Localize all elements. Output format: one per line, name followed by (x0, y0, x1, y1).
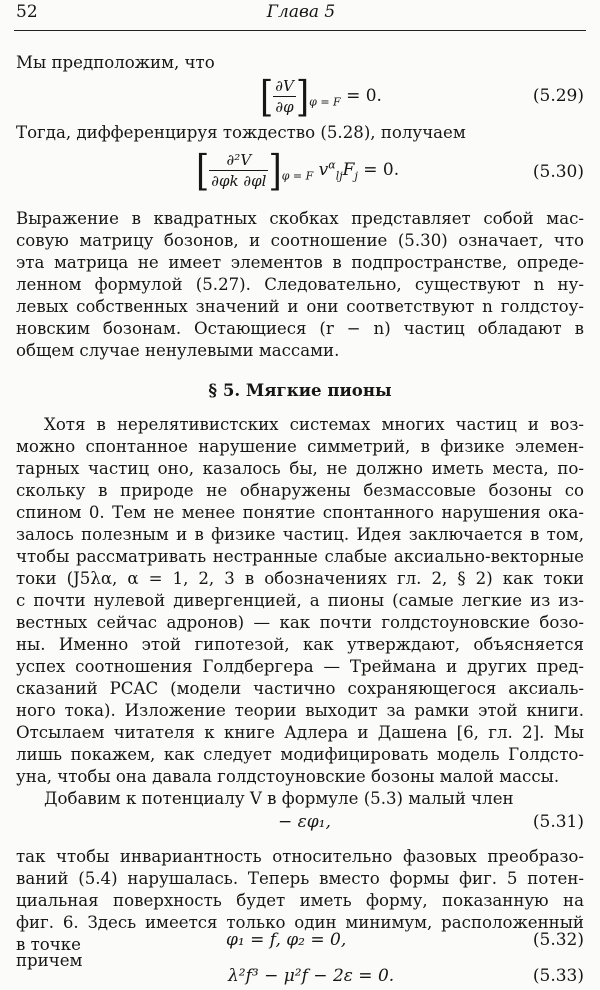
header-rule (14, 30, 586, 31)
v-subscript: lj (335, 169, 343, 183)
equation-number: (5.31) (532, 812, 584, 832)
v-factor: v (318, 160, 329, 180)
text-line: Тогда, дифференцируя тождество (5.28), получаем (16, 123, 466, 142)
text-line: успех соотношения Голдбергера — Треймана и других пред- (16, 657, 584, 676)
equation-number: (5.33) (532, 966, 584, 986)
text-line: совую матрицу бозонов, и соотношение (5.30) означает, что (16, 231, 584, 250)
v-superscript: α (328, 158, 336, 172)
equation-5-31 (16, 812, 584, 838)
left-bracket: [ (196, 145, 210, 196)
text-line: Добавим к потенциалу V в формуле (5.3) малый член (44, 789, 514, 808)
text-line: Хотя в нерелятивистских системах многих частиц и воз- (44, 415, 584, 434)
equation-body: λ²f³ − μ²f − 2ε = 0. (228, 966, 395, 986)
equation-5-29 (16, 71, 584, 122)
section-heading: § 5. Мягкие пионы (208, 380, 392, 400)
page-number: 52 (16, 2, 38, 22)
text-line: залось полезным и в физике частиц. Идея заключается в том, (16, 525, 584, 544)
text-line: лишь покажем, как следует модифицировать модель Голдсто- (16, 745, 584, 764)
equation-body (196, 145, 400, 196)
text-line: фиг. 6. Здесь имеется только один минимум, расположенный (16, 913, 584, 932)
text-line: токи (J5λα, α = 1, 2, 3 в обозначениях гл. 2, § 2) как токи (16, 569, 584, 588)
text-line: спином 0. Тем не менее понятие спонтанного нарушения ока- (16, 503, 584, 522)
text-line: скольку в природе не обнаружены безмассовые бозоны со (16, 481, 584, 500)
fraction-numerator: ∂²V (209, 150, 268, 171)
text-line: эта матрица не имеет элементов в подпространстве, опреде- (16, 253, 584, 272)
text-line: тарных частиц оно, казалось бы, не должно иметь места, по- (16, 459, 584, 478)
text-line: можно спонтанное нарушение симметрий, в физике элемен- (16, 437, 584, 456)
text-line: ного тока). Изложение теории выходит за рамки этой книги. (16, 701, 584, 720)
chapter-title: Глава 5 (266, 2, 336, 22)
text-line: чтобы рассматривать нестранные слабые аксиально-векторные (16, 547, 584, 566)
fraction-denominator: ∂φk ∂φl (211, 172, 267, 190)
equation-5-33 (16, 966, 584, 988)
fraction-numerator: ∂V (275, 77, 294, 95)
equation-body: φ₁ = f, φ₂ = 0, (226, 930, 347, 950)
bracket-subscript: φ = F (309, 95, 341, 109)
equation-body: − εφ₁, (278, 812, 331, 832)
fraction (209, 150, 268, 191)
text-line: уна, чтобы она давала голдстоуновские бозоны малой массы. (16, 767, 560, 786)
fraction-denominator: ∂φ (275, 98, 294, 116)
equation-rhs: = 0. (363, 160, 400, 180)
text-line: сказаний PCAC (модели частично сохраняющегося аксиаль- (16, 679, 584, 698)
text-line: в точке (16, 935, 81, 954)
equation-number: (5.29) (532, 86, 584, 106)
equation-rhs: = 0. (346, 86, 382, 106)
text-line: вестных сейчас адронов) — как почти голдстоуновские бозо- (16, 613, 584, 632)
right-bracket: ] (295, 71, 310, 122)
text-line: общем случае ненулевыми массами. (16, 341, 340, 360)
bracket-subscript: φ = F (281, 169, 314, 183)
text-line: циальная поверхность будет иметь форму, показанную на (16, 891, 584, 910)
text-line: левых собственных значений и они соответствуют n голдстоу- (16, 297, 584, 316)
text-line: ны. Именно этой гипотезой, как утверждают, объясняется (16, 635, 584, 654)
text-line: причем (16, 951, 83, 970)
fraction (273, 76, 296, 117)
equation-number: (5.32) (532, 930, 584, 950)
text-line: Мы предположим, что (16, 53, 215, 72)
text-line: с почти нулевой дивергенцией, а пионы (самые легкие из из- (16, 591, 584, 610)
text-line: ленном формулой (5.27). Следовательно, существуют n ну- (16, 275, 584, 294)
text-line: новским бозонам. Остающиеся (r − n) частиц обладают в (16, 319, 584, 338)
right-bracket: ] (268, 145, 282, 196)
text-line: Выражение в квадратных скобках представляет собой мас- (16, 209, 584, 228)
left-bracket: [ (260, 71, 274, 122)
text-line: ваний (5.4) нарушалась. Теперь вместо формы фиг. 5 потен- (16, 869, 584, 888)
f-factor: F (342, 160, 355, 180)
page-header (16, 2, 586, 26)
equation-body (260, 71, 382, 122)
text-line: Отсылаем читателя к книге Адлера и Дашена [6, гл. 2]. Мы (16, 723, 584, 742)
f-subscript: j (354, 169, 358, 183)
text-line: так чтобы инвариантность относительно фазовых преобразо- (16, 847, 584, 866)
equation-5-30 (16, 145, 584, 196)
equation-number: (5.30) (532, 162, 584, 182)
